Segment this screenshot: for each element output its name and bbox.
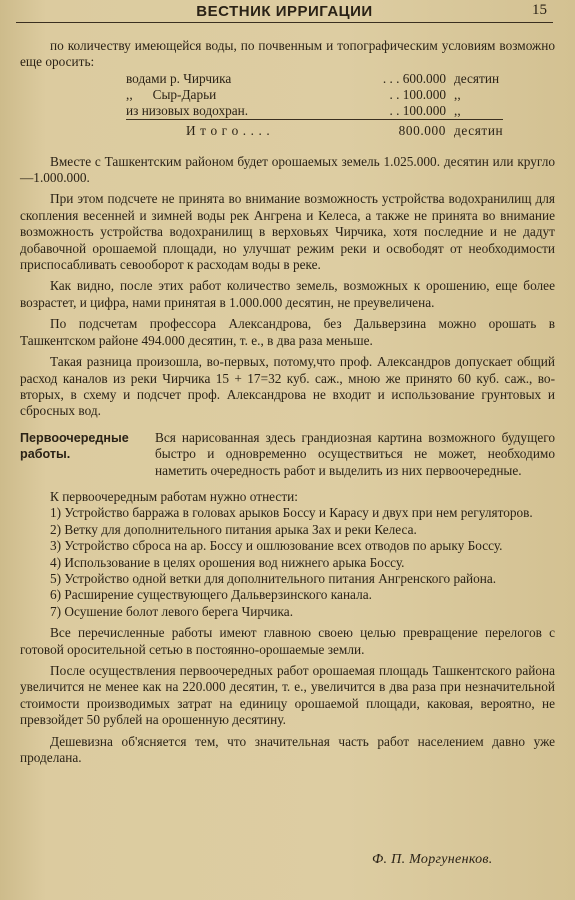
paragraph: После осуществления первоочередных работ орошаемая площадь Ташкентского района увеличится не менее как на 220.000 десятин, т. е., увеличится в два раза при незначительной стоимости производимых затрат на единицу орошаемой площади, каковая, вероятно, не превзойдет 50 рублей на орошенную десятину. <box>20 663 555 728</box>
calc-value: . . 100.000 <box>389 87 446 103</box>
list-intro: К первоочередным работам нужно отнести: <box>50 488 298 504</box>
paragraph: Такая разница произошла, во-первых, потому,что проф. Александров допускает общий расход каналов из реки Чирчика 15 + 17=32 куб. саж., мною же принято 60 куб. саж., во-вторых, в схему и подсчет проф. Александрова не входит и использование грунтовых и сбросных вод. <box>20 354 555 419</box>
calc-value: . . . 600.000 <box>382 70 446 86</box>
author-signature: Ф. П. Моргуненков. <box>372 852 493 867</box>
journal-title: ВЕСТНИК ИРРИГАЦИИ <box>196 3 373 20</box>
paragraph: Как видно, после этих работ количество земель, возможных к орошению, еще более возрастет, и цифра, нами принятая в 1.000.000 десятин, не преувеличена. <box>20 278 555 310</box>
calc-row <box>126 103 503 120</box>
calc-unit: ,, <box>454 103 503 120</box>
calc-label: из низовых водохран. <box>126 103 356 120</box>
calc-unit: ,, <box>454 87 461 103</box>
paragraph: Дешевизна об'ясняется тем, что значительная часть работ населением давно уже проделана. <box>20 733 555 766</box>
list-item: 5) Устройство одной ветки для дополнительного питания Ангренского района. <box>50 570 497 586</box>
calc-value: . . 100.000 <box>356 103 454 120</box>
paragraph: Все перечисленные работы имеют главною своею целью превращение перелогов с готовой оросительной сетью в постоянно-орошаемые земли. <box>20 625 555 657</box>
irrigation-calculation <box>126 71 503 140</box>
calc-unit: десятин <box>454 70 500 86</box>
calc-label: ,, Сыр-Дарьи <box>126 87 217 103</box>
list-item: 3) Устройство сброса на ар. Боссу и ошлюзование всех отводов по арыку Боссу. <box>50 538 503 554</box>
page-header <box>16 0 553 23</box>
list-item: 6) Расширение существующего Дальверзинского канала. <box>50 587 372 603</box>
intro-paragraph: по количеству имеющейся воды, по почвенным и топографическим условиям возможно еще оросить: <box>20 38 555 70</box>
page-number: 15 <box>532 2 547 18</box>
side-paragraph: Вся нарисованная здесь грандиозная картина возможного будущего быстро и одновременно осуществиться не может, необходимо наметить очередность работ и выделить из них первоочередные. <box>155 429 555 478</box>
list-item: 1) Устройство барража в головах арыков Боссу и Карасу и двух при нем регуляторов. <box>50 505 533 521</box>
calc-total-unit: десятин <box>454 123 504 139</box>
calc-row <box>126 71 503 87</box>
side-heading: Первоочередные работы. <box>20 430 129 462</box>
calc-label: водами р. Чирчика <box>126 70 232 86</box>
article-body <box>20 38 555 766</box>
calc-total-row <box>126 120 503 140</box>
calc-total-value: 800.000 <box>398 123 446 139</box>
paragraph: При этом подсчете не принята во внимание возможность устройства водохранилищ для скопления весенней и зимней воды рек Ангрена и Келеса, а также не принята во внимание возможность устройства водохранилищ в верховьях Чирчика, хотя последние и не дадут добавочной орошаемой площади, но улучшат режим реки и освободят от необходимости приспосабливать севооборот к расходам воды в реке. <box>20 191 555 273</box>
calc-total-label: И т о г о . . . . <box>186 123 271 139</box>
calc-row <box>126 87 503 103</box>
list-item: 4) Использование в целях орошения вод нижнего арыка Боссу. <box>50 554 405 570</box>
priority-works-section <box>20 430 555 479</box>
list-item: 2) Ветку для дополнительного питания арыка Зах и реки Келеса. <box>50 521 417 537</box>
paragraph: Вместе с Ташкентским районом будет орошаемых земель 1.025.000. десятин или кругло—1.000.000. <box>20 153 555 186</box>
paragraph: По подсчетам профессора Александрова, без Дальверзина можно орошать в Ташкентском районе 494.000 десятин, т. е., в два раза меньше. <box>20 316 555 348</box>
list-item: 7) Осушение болот левого берега Чирчика. <box>50 603 294 619</box>
